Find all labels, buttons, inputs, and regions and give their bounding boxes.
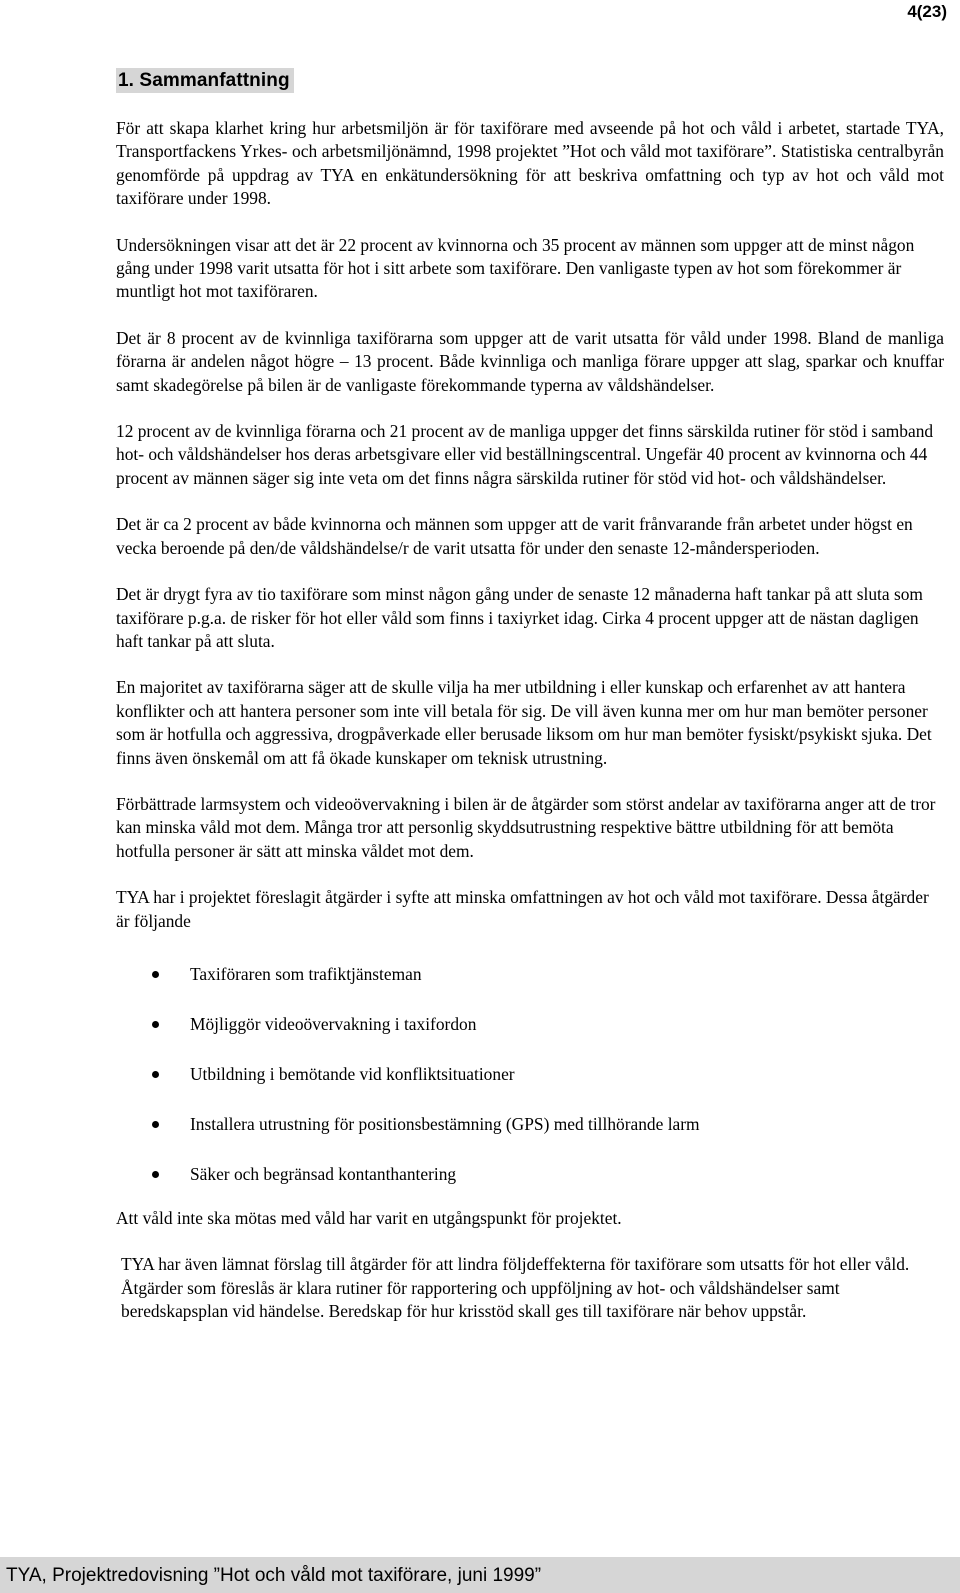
list-item: Utbildning i bemötande vid konfliktsituationer: [116, 1063, 944, 1113]
list-item: Taxiföraren som trafiktjänsteman: [116, 963, 944, 1013]
list-item: Installera utrustning för positionsbestämning (GPS) med tillhörande larm: [116, 1113, 944, 1163]
bullet-icon: [152, 1071, 159, 1078]
paragraph-principle: Att våld inte ska mötas med våld har varit en utgångspunkt för projektet.: [116, 1207, 622, 1228]
paragraph-threats: Undersökningen visar att det är 22 procent av kvinnorna och 35 procent av männen som uppger att de minst någon gång under 1998 varit utsatta för hot i sitt arbete som taxiförare. Den vanligaste typen av hot som förekommer är muntligt hot mot taxiföraren.: [116, 234, 915, 302]
paragraph-proposals: TYA har i projektet föreslagit åtgärder i syfte att minska omfattningen av hot och våld mot taxiförare. Dessa åtgärder är följande: [116, 887, 929, 931]
paragraph-intro: För att skapa klarhet kring hur arbetsmiljön är för taxiförare med avseende på hot och våld i arbetet, startade TYA, Transportfackens Yrkes- och arbetsmiljönämnd, 1998 projektet ”Hot och våld mot taxiförare”. Statistiska centralbyrån genomförde på uppdrag av TYA en enkätundersökning för att beskriva omfattning och typ av hot och våld mot taxiförare under 1998.: [116, 118, 944, 209]
paragraph-absence: Det är ca 2 procent av både kvinnorna och männen som uppger att de varit frånvarande från arbetet under högst en vecka beroende på den/de våldshändelse/r de varit utsatta för under den senaste 12-måndersperioden.: [116, 514, 913, 558]
paragraph-support-routines: 12 procent av de kvinnliga förarna och 21 procent av de manliga uppger det finns särskilda rutiner för stöd i samband hot- och våldshändelser hos deras arbetsgivare eller vid beställningscentral. Ungefär 40 procent av kvinnorna och 44 procent av männen säger sig inte veta om det finns några särskilda rutiner för stöd vid hot- och våldshändelser.: [116, 421, 934, 488]
footer-text: TYA, Projektredovisning ”Hot och våld mot taxiförare, juni 1999”: [6, 1565, 542, 1586]
measures-list: [116, 963, 944, 1213]
bullet-icon: [152, 1171, 159, 1178]
bullet-icon: [152, 1021, 159, 1028]
page-footer: [0, 1557, 960, 1593]
paragraph-violence: Det är 8 procent av de kvinnliga taxiförarna som uppger att de varit utsatta för våld under 1998. Bland de manliga förarna är andelen något högre – 13 procent. Både kvinnliga och manliga förare uppger att slag, sparkar och knuffar samt skadegörelse på bilen är de vanligaste förekommande typerna av våldshändelser.: [116, 327, 944, 395]
paragraph-measures-effect: Förbättrade larmsystem och videoövervakning i bilen är de åtgärder som störst andelar av taxiförarna anger att de tror kan minska våld mot dem. Många tror att personlig skyddsutrustning respektive bättre utbildning för att bemöta hotfulla personer är sätt att minska våldet mot dem.: [116, 793, 936, 861]
section-heading: 1. Sammanfattning: [116, 68, 294, 93]
list-item: Möjliggör videoövervakning i taxifordon: [116, 1013, 944, 1063]
paragraph-training: En majoritet av taxiförarna säger att de skulle vilja ha mer utbildning i eller kunskap och erfarenhet av att hantera konflikter och att hantera personer som inte vill betala för sig. De vill även kunna mer om hur man bemöter personer som är hotfulla och aggressiva, drogpåverkade eller berusade liksom om hur man bemöter fysiskt/psykiskt sjuka. Det finns även önskemål om att få ökade kunskaper om teknisk utrustning.: [116, 677, 932, 768]
list-item: Säker och begränsad kontanthantering: [116, 1163, 944, 1213]
paragraph-quit-thoughts: Det är drygt fyra av tio taxiförare som minst någon gång under de senaste 12 månaderna haft tankar på att sluta som taxiförare p.g.a. de risker för hot eller våld som finns i taxiyrket idag. Cirka 4 procent uppger att de nästan dagligen haft tankar på att sluta.: [116, 584, 923, 651]
bullet-icon: [152, 1121, 159, 1128]
page-number: 4(23): [907, 2, 947, 21]
document-body: [116, 117, 944, 1347]
bullet-icon: [152, 971, 159, 978]
paragraph-aftercare: TYA har även lämnat förslag till åtgärder för att lindra följdeffekterna för taxiförare som utsatts för hot eller våld. Åtgärder som föreslås är klara rutiner för rapportering och uppföljning av hot- och våldshändelser samt beredskapsplan vid händelse. Beredskap för hur krisstöd skall ges till taxiförare när behov uppstår.: [121, 1254, 910, 1322]
